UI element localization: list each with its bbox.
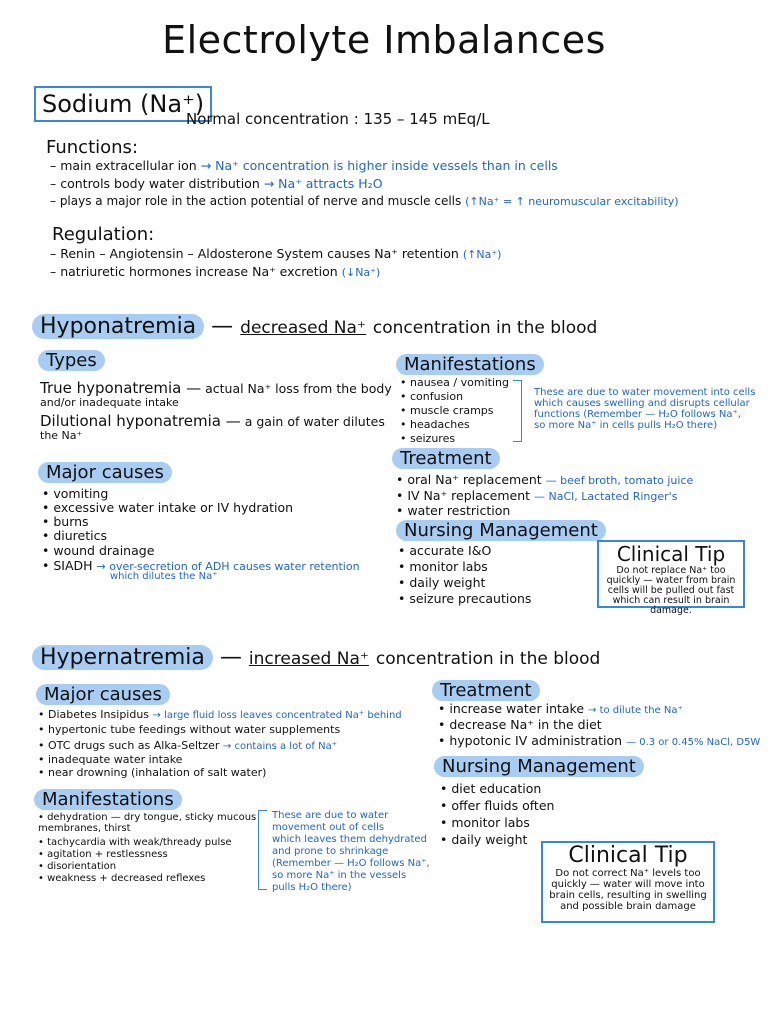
list-item: • OTC drugs such as Alka-Seltzer → contains a lot of Na⁺	[38, 739, 337, 752]
list-item: • excessive water intake or IV hydration	[42, 500, 294, 515]
list-item: • monitor labs	[398, 559, 488, 574]
list-item: • tachycardia with weak/thready pulse	[38, 837, 232, 848]
manifest-brace	[513, 380, 522, 442]
function-item: – controls body water distribution → Na⁺ attracts H₂O	[50, 176, 383, 191]
list-item: • confusion	[400, 390, 464, 403]
list-item: • Diabetes Insipidus → large fluid loss leaves concentrated Na⁺ behind	[38, 708, 402, 721]
dilutional-hypo: Dilutional hyponatremia — a gain of water dilutes	[40, 412, 385, 430]
list-item: • vomiting	[42, 486, 109, 501]
list-item: • diet education	[440, 781, 542, 796]
manifest-note-line: functions (Remember — H₂O follows Na⁺,	[534, 409, 741, 420]
list-item: • dehydration — dry tongue, sticky mucous	[38, 812, 257, 823]
list-item: • accurate I&O	[398, 543, 492, 558]
sodium-heading-box: Sodium (Na⁺)	[34, 86, 212, 122]
hyper-treatment-heading: Treatment	[432, 680, 540, 701]
hypo-def-underlined: decreased Na⁺	[240, 318, 366, 338]
hypo-causes-heading: Major causes	[38, 462, 172, 483]
list-item: • increase water intake → to dilute the Na⁺	[438, 701, 683, 716]
manifest-note-line: so more Na⁺ in the vessels	[272, 870, 407, 881]
list-item: • headaches	[400, 418, 470, 431]
hyper-clinical-tip: Clinical Tip Do not correct Na⁺ levels too quickly — water will move into brain cells, resulting in swelling and possible brain damage	[541, 841, 715, 923]
list-item: • hypertonic tube feedings without water supplements	[38, 723, 341, 736]
manifest-note-line: These are due to water	[272, 810, 389, 821]
list-item: • IV Na⁺ replacement — NaCl, Lactated Ringer's	[396, 488, 678, 503]
list-item: • water restriction	[396, 503, 511, 518]
hypo-clinical-tip: Clinical Tip Do not replace Na⁺ too quickly — water from brain cells will be pulled out fast which can result in brain damage.	[597, 540, 745, 608]
regulation-item: – natriuretic hormones increase Na⁺ excretion (↓Na⁺)	[50, 264, 381, 279]
list-item: • agitation + restlessness	[38, 849, 168, 860]
true-hypo: True hyponatremia — actual Na⁺ loss from the body	[40, 379, 392, 397]
hyper-nursing-heading: Nursing Management	[434, 756, 644, 777]
list-item: • near drowning (inhalation of salt water)	[38, 766, 267, 779]
true-hypo-desc2: and/or inadequate intake	[40, 396, 179, 409]
list-item: • disorientation	[38, 861, 117, 872]
list-item: • hypotonic IV administration — 0.3 or 0.45% NaCl, D5W	[438, 733, 761, 748]
dilutional-hypo-desc2: the Na⁺	[40, 429, 83, 442]
tip-title: Clinical Tip	[568, 843, 688, 868]
manifest-note-line: These are due to water movement into cells	[534, 387, 756, 398]
hypernatremia-banner: Hypernatremia — increased Na⁺ concentration in the blood	[32, 645, 600, 670]
list-item: • SIADH → over-secretion of ADH causes water retention	[42, 558, 360, 573]
hyper-causes-heading: Major causes	[36, 684, 170, 705]
manifest-note-line: so more Na⁺ in cells pulls H₂O there)	[534, 420, 718, 431]
functions-heading: Functions:	[46, 137, 139, 158]
page-title: Electrolyte Imbalances	[162, 18, 606, 62]
hyper-def-rest: concentration in the blood	[375, 649, 601, 669]
manifest-note-line: (Remember — H₂O follows Na⁺,	[272, 858, 430, 869]
regulation-item: – Renin – Angiotensin – Aldosterone System causes Na⁺ retention (↑Na⁺)	[50, 246, 502, 261]
hyponatremia-banner: Hyponatremia — decreased Na⁺ concentration in the blood	[32, 314, 597, 339]
manifest-note-line: movement out of cells	[272, 822, 385, 833]
list-item: • nausea / vomiting	[400, 376, 509, 389]
hypo-treatment-heading: Treatment	[392, 448, 500, 469]
normal-value: 135 – 145 mEq/L	[363, 110, 490, 128]
list-item: • decrease Na⁺ in the diet	[438, 717, 602, 732]
list-item: membranes, thirst	[38, 823, 131, 834]
list-item: • daily weight	[440, 832, 528, 847]
list-item: • seizures	[400, 432, 456, 445]
list-item: • offer fluids often	[440, 798, 555, 813]
siadh-note-2: which dilutes the Na⁺	[110, 571, 218, 582]
normal-label: Normal concentration :	[186, 110, 359, 128]
hypernatremia-title: Hypernatremia	[32, 645, 213, 670]
manifest-note-line: pulls H₂O there)	[272, 882, 352, 893]
list-item: • monitor labs	[440, 815, 530, 830]
hypo-nursing-heading: Nursing Management	[396, 520, 606, 541]
list-item: • weakness + decreased reflexes	[38, 873, 206, 884]
hyper-def-underlined: increased Na⁺	[248, 649, 369, 669]
manifest-note-line: which leaves them dehydrated	[272, 834, 427, 845]
list-item: • muscle cramps	[400, 404, 494, 417]
list-item: • wound drainage	[42, 543, 155, 558]
manifest-brace	[258, 810, 267, 890]
regulation-heading: Regulation:	[52, 224, 155, 245]
tip-title: Clinical Tip	[616, 542, 726, 566]
function-item: – plays a major role in the action potential of nerve and muscle cells (↑Na⁺ = ↑ neuromuscular excitability)	[50, 194, 679, 208]
list-item: • inadequate water intake	[38, 753, 183, 766]
hyponatremia-title: Hyponatremia	[32, 314, 204, 339]
manifest-note-line: which causes swelling and disrupts cellular	[534, 398, 750, 409]
types-heading: Types	[38, 350, 105, 371]
hypo-manifest-heading: Manifestations	[396, 354, 544, 375]
list-item: • oral Na⁺ replacement — beef broth, tomato juice	[396, 472, 694, 487]
list-item: • seizure precautions	[398, 591, 532, 606]
function-item: – main extracellular ion → Na⁺ concentration is higher inside vessels than in cells	[50, 158, 558, 173]
list-item: • burns	[42, 514, 89, 529]
hypo-def-rest: concentration in the blood	[372, 318, 598, 338]
list-item: • diuretics	[42, 528, 107, 543]
hyper-manifest-heading: Manifestations	[34, 789, 182, 810]
manifest-note-line: and prone to shrinkage	[272, 846, 389, 857]
normal-concentration	[186, 110, 490, 128]
list-item: • daily weight	[398, 575, 486, 590]
